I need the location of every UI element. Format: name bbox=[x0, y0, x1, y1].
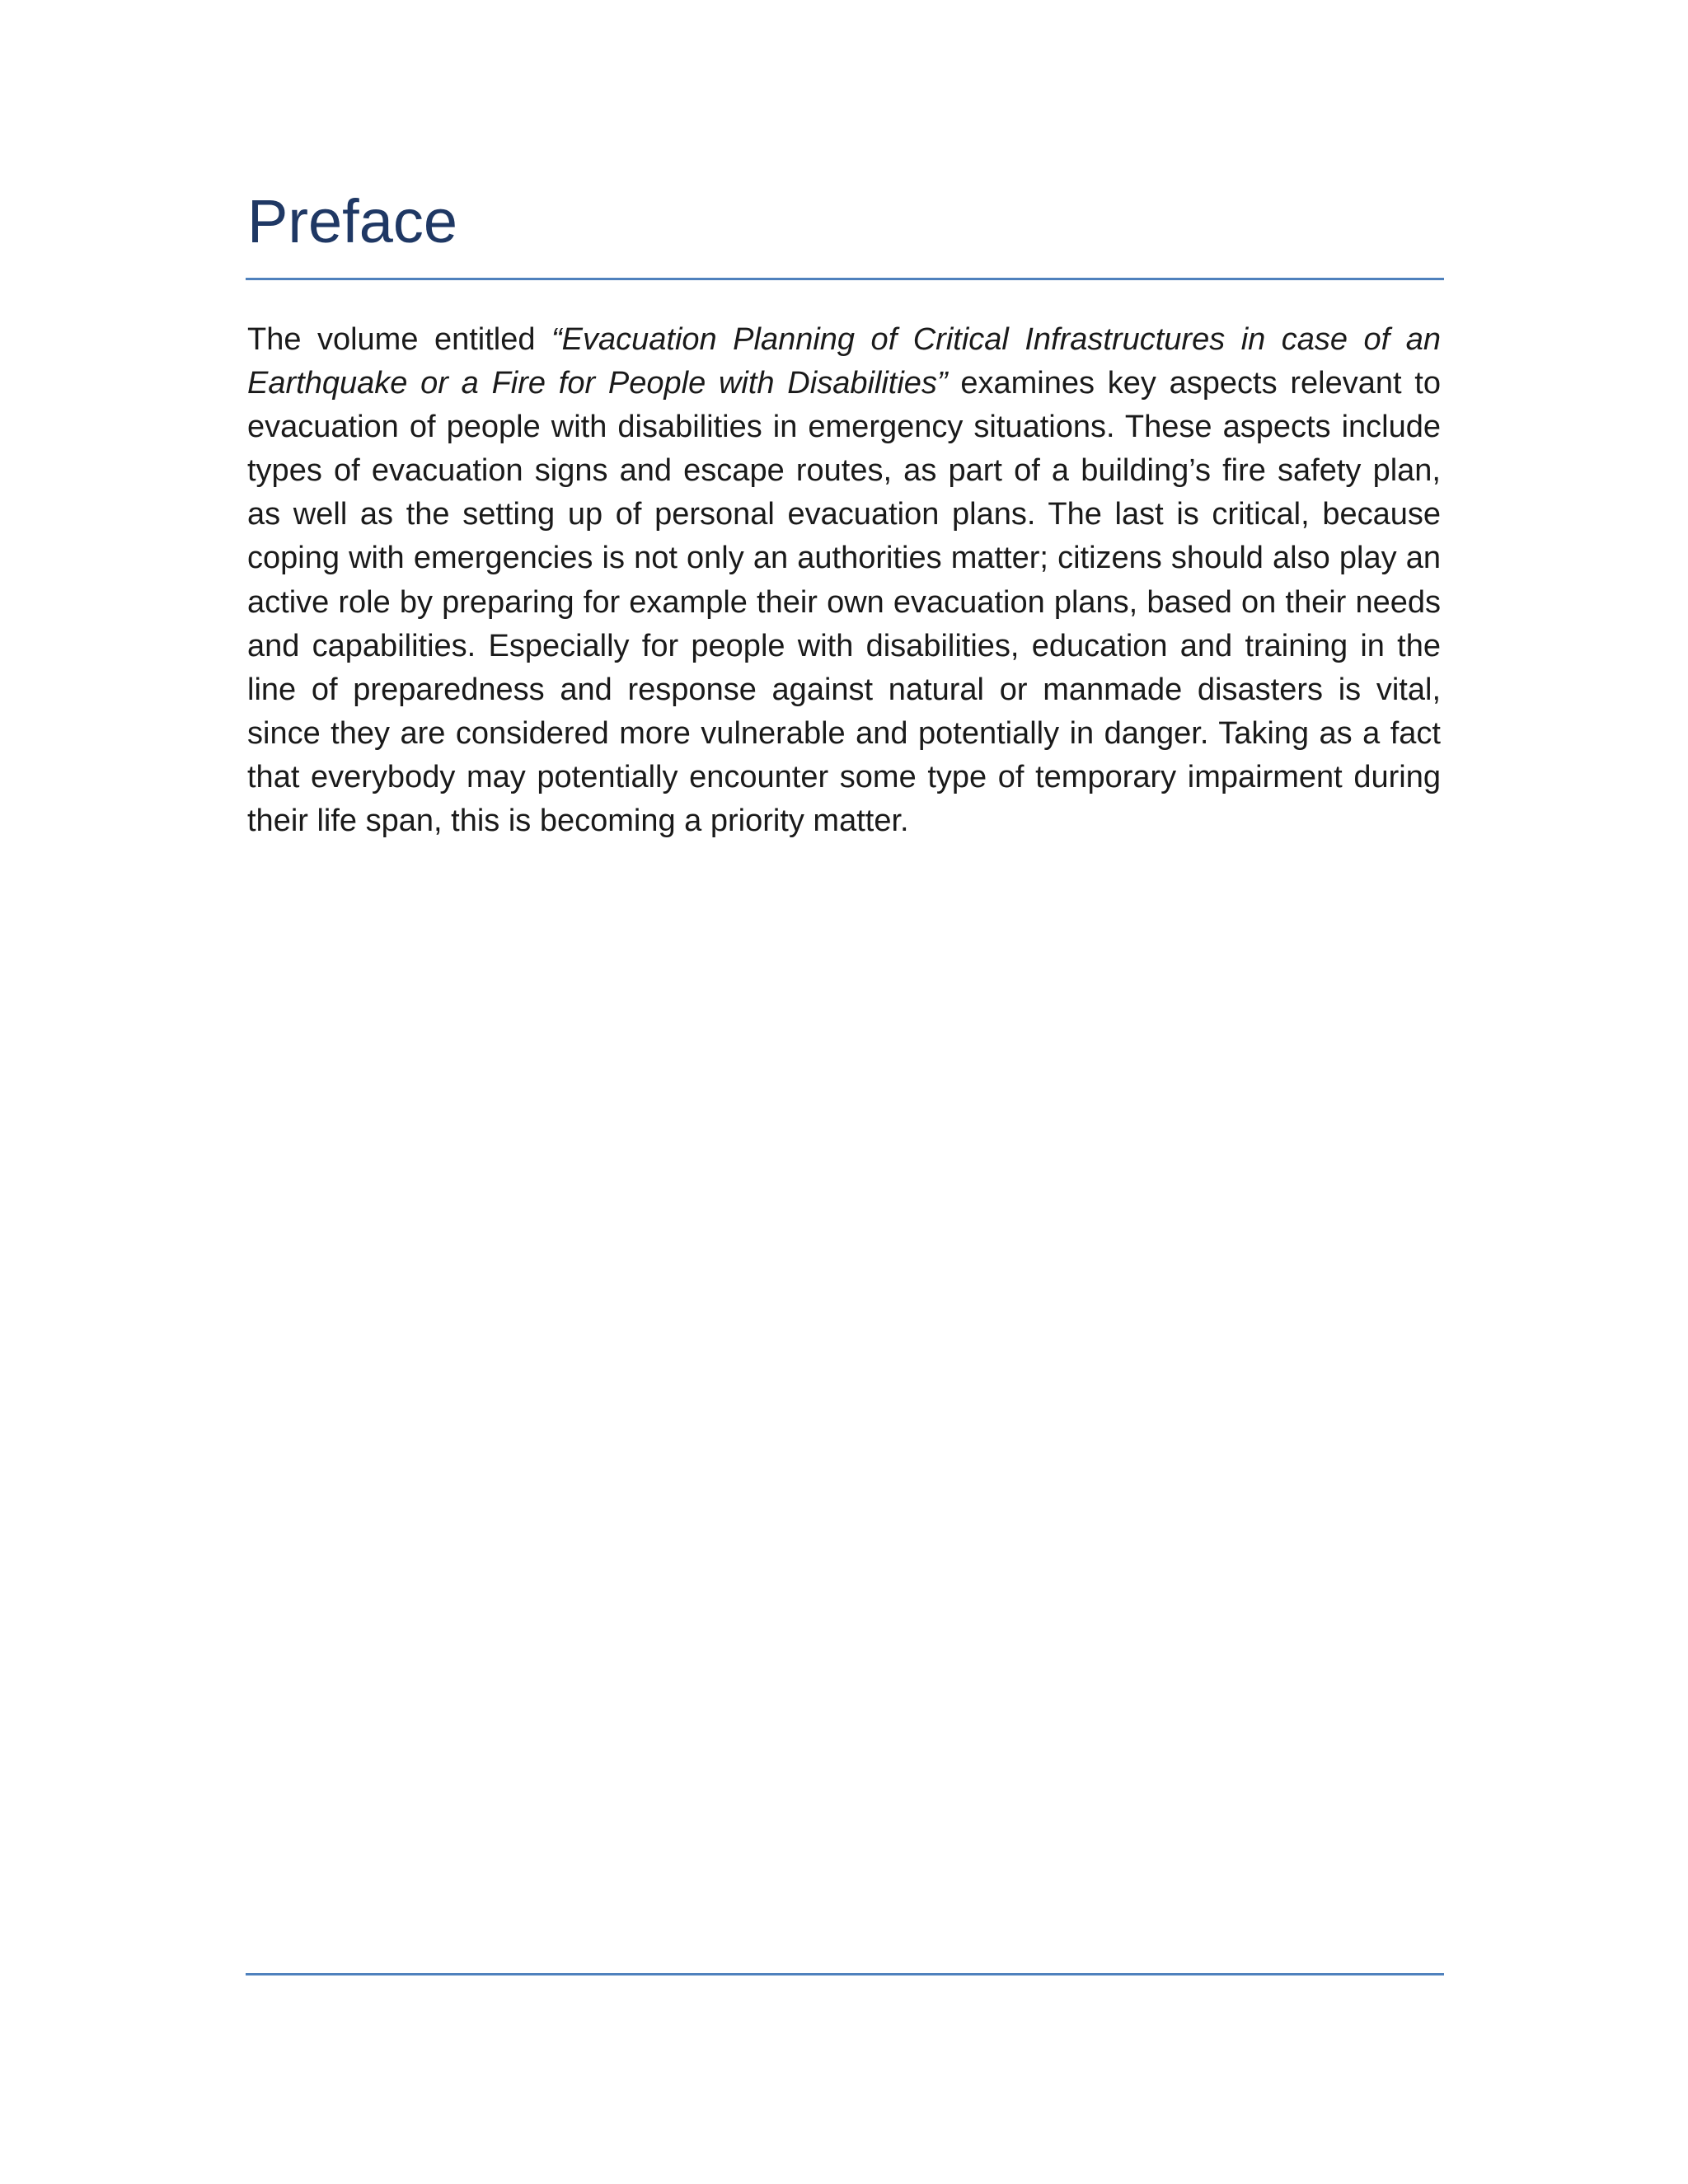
footer-divider bbox=[246, 1973, 1444, 1975]
paragraph-body: examines key aspects relevant to evacuation of people with disabilities in emergency situations. These aspects include types of evacuation signs and escape routes, as part of a building’s fire safety plan, as well as the setting up of personal evacuation plans. The last is critical, because coping with emergencies is not only an authorities matter; citizens should also play an active role by preparing for example their own evacuation plans, based on their needs and capabilities. Especially for people with disabilities, education and training in the line of preparedness and response against natural or manmade disasters is vital, since they are considered more vulnerable and potentially in danger. Taking as a fact that everybody may potentially encounter some type of temporary impairment during their life span, this is becoming a priority matter. bbox=[247, 366, 1441, 839]
paragraph-intro: The volume entitled bbox=[247, 322, 551, 357]
page-title: Preface bbox=[247, 187, 458, 255]
volume-title: “Evacuation Planning of Critical Infrastructures in case of an Earthquake or a Fire for People with Disabilities” bbox=[247, 322, 1441, 401]
heading-divider bbox=[246, 278, 1444, 280]
preface-paragraph bbox=[247, 318, 1441, 843]
